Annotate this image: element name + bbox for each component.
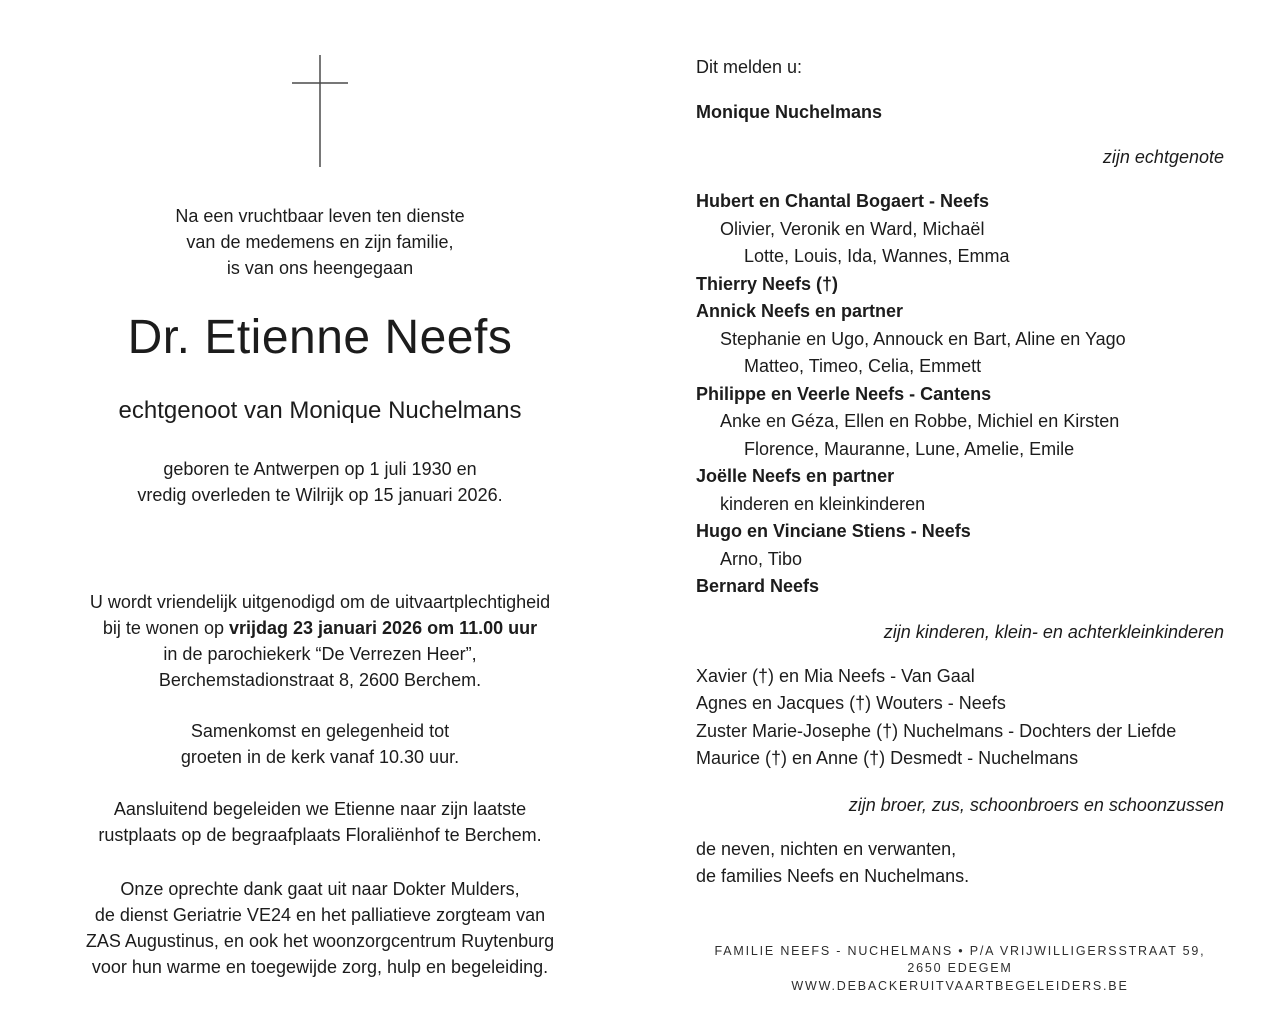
- family-list-line: Anke en Géza, Ellen en Robbe, Michiel en Kirsten: [720, 411, 1120, 431]
- family-list-line: Stephanie en Ugo, Annouck en Bart, Aline en Yago: [720, 328, 1126, 349]
- siblings-list: [696, 663, 1224, 773]
- intro-text: Na een vruchtbaar leven ten dienste van de medemens en zijn familie, is van ons heengegaan: [175, 206, 465, 278]
- family-list-line: Annick Neefs en partner: [696, 301, 904, 321]
- funeral-invitation-text: [40, 589, 600, 693]
- spouse-name: Monique Nuchelmans: [696, 102, 883, 122]
- family-list-line: Hubert en Chantal Bogaert - Neefs: [696, 191, 990, 211]
- right-column: [696, 0, 1224, 995]
- family-list-line: Matteo, Timeo, Celia, Emmett: [744, 356, 982, 376]
- gathering-text: Samenkomst en gelegenheid tot groeten in de kerk vanaf 10.30 uur.: [180, 721, 460, 768]
- family-list-line: Philippe en Veerle Neefs - Cantens: [696, 383, 992, 404]
- relation-children-label: zijn kinderen, klein- en achterkleinkinderen: [883, 621, 1224, 642]
- family-list-line: Olivier, Veronik en Ward, Michaël: [720, 218, 985, 239]
- family-list-line: Agnes en Jacques (†) Wouters - Neefs: [696, 693, 1006, 713]
- invitation-line-1: U wordt vriendelijk uitgenodigd om de uitvaartplechtigheid: [89, 592, 551, 613]
- spouse-line: echtgenoot van Monique Nuchelmans: [118, 396, 522, 424]
- family-list-line: Maurice (†) en Anne (†) Desmedt - Nuchelmans: [696, 748, 1079, 768]
- announcement-label: Dit melden u:: [696, 57, 803, 77]
- birth-death-text: geboren te Antwerpen op 1 juli 1930 en vredig overleden te Wilrijk op 15 januari 2026.: [137, 459, 503, 506]
- funeral-home-footer: FAMILIE NEEFS - NUCHELMANS • P/A VRIJWILLIGERSSTRAAT 59, 2650 EDEGEM WWW.DEBACKERUITVAARTBEGELEIDERS.BE: [714, 943, 1206, 993]
- family-list-line: Florence, Mauranne, Lune, Amelie, Emile: [744, 438, 1075, 459]
- invitation-line-4: Berchemstadionstraat 8, 2600 Berchem.: [158, 670, 482, 691]
- family-list-line: Joëlle Neefs en partner: [696, 466, 895, 486]
- family-list-line: Xavier (†) en Mia Neefs - Van Gaal: [696, 665, 975, 686]
- family-list-line: Arno, Tibo: [720, 548, 803, 569]
- family-list-line: Hugo en Vinciane Stiens - Neefs: [696, 521, 971, 541]
- family-list-line: kinderen en kleinkinderen: [720, 493, 926, 514]
- relation-siblings-label: zijn broer, zus, schoonbroers en schoonzussen: [848, 794, 1224, 815]
- deceased-name: Dr. Etienne Neefs: [127, 311, 513, 364]
- family-list-line: Bernard Neefs: [696, 576, 820, 596]
- burial-text: Aansluitend begeleiden we Etienne naar zijn laatste rustplaats op de begraafplaats Floraliënhof te Berchem.: [98, 799, 542, 846]
- funeral-date-time: vrijdag 23 januari 2026 om 11.00 uur: [228, 618, 538, 639]
- left-column: [40, 0, 600, 980]
- cross-icon: [292, 55, 348, 167]
- thanks-text: Onze oprechte dank gaat uit naar Dokter Mulders, de dienst Geriatrie VE24 en het palliatieve zorgteam van ZAS Augustinus, en ook het woonzorgcentrum Ruytenburg voor hun warme en toegewijde zorg, hulp en begeleiding.: [85, 879, 555, 978]
- relation-spouse-label: zijn echtgenote: [1102, 147, 1224, 167]
- family-list-line: Thierry Neefs (†): [696, 273, 839, 294]
- invitation-line-3: in de parochiekerk “De Verrezen Heer”,: [163, 644, 477, 665]
- invitation-line-2: bij te wonen op: [102, 618, 229, 639]
- relatives-text: de neven, nichten en verwanten, de families Neefs en Nuchelmans.: [696, 838, 970, 886]
- family-list-line: Zuster Marie-Josephe (†) Nuchelmans - Dochters der Liefde: [696, 720, 1177, 741]
- family-list: [696, 188, 1224, 601]
- family-list-line: Lotte, Louis, Ida, Wannes, Emma: [744, 246, 1010, 266]
